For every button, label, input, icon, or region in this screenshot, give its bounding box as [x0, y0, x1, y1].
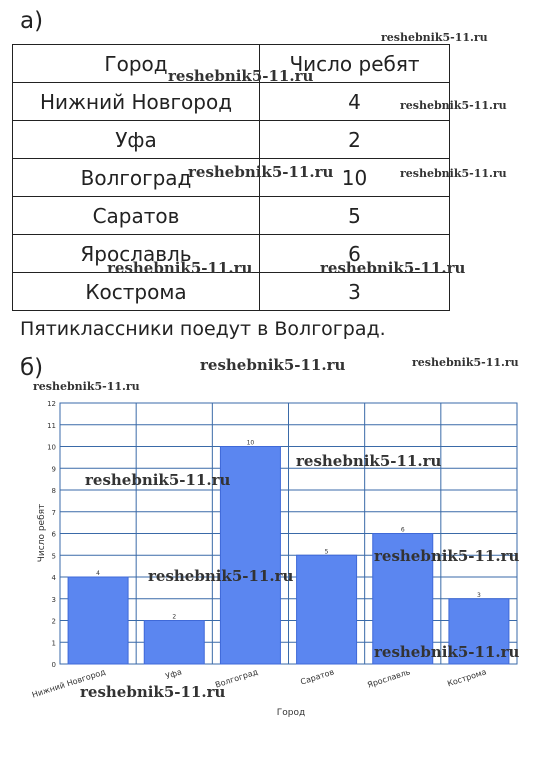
y-tick-label: 2 — [51, 617, 56, 626]
cell-count: 3 — [260, 273, 450, 311]
x-tick-label: Уфа — [164, 667, 183, 682]
cell-city: Саратов — [13, 197, 260, 235]
conclusion-text: Пятиклассники поедут в Волгоград. — [20, 318, 386, 340]
x-tick-label: Ярославль — [366, 667, 412, 690]
watermark: reshebnik5-11.ru — [400, 167, 507, 180]
data-label: 4 — [96, 570, 100, 577]
watermark: reshebnik5-11.ru — [33, 380, 140, 393]
header-city: Город — [13, 45, 260, 83]
cell-count: 6 — [260, 235, 450, 273]
bar — [144, 621, 204, 665]
cell-count: 4 — [260, 83, 450, 121]
watermark: reshebnik5-11.ru — [374, 643, 520, 661]
data-label: 2 — [172, 613, 177, 621]
x-tick-label: Волгоград — [214, 667, 260, 690]
y-tick-label: 6 — [51, 530, 56, 539]
table-row — [13, 83, 450, 121]
y-tick-label: 10 — [47, 443, 56, 452]
watermark: reshebnik5-11.ru — [200, 356, 346, 374]
x-axis-title: Город — [276, 708, 306, 718]
watermark: reshebnik5-11.ru — [374, 547, 520, 565]
watermark: reshebnik5-11.ru — [80, 683, 226, 701]
part-a-label: а) — [20, 8, 44, 34]
cell-city: Ярославль — [13, 235, 260, 273]
cell-count: 10 — [260, 159, 450, 197]
cell-city: Кострома — [13, 273, 260, 311]
watermark: reshebnik5-11.ru — [400, 99, 507, 112]
y-tick-label: 9 — [51, 465, 56, 474]
y-tick-label: 5 — [51, 552, 56, 561]
cell-city: Волгоград — [13, 159, 260, 197]
x-tick-label: Кострома — [446, 667, 488, 689]
watermark: reshebnik5-11.ru — [188, 163, 334, 181]
y-tick-label: 8 — [51, 487, 56, 495]
watermark: reshebnik5-11.ru — [168, 67, 314, 85]
watermark: reshebnik5-11.ru — [148, 567, 294, 585]
x-tick-label: Саратов — [299, 667, 336, 687]
y-axis-title: Число ребят — [37, 503, 47, 563]
cell-count: 2 — [260, 121, 450, 159]
watermark: reshebnik5-11.ru — [296, 452, 442, 470]
watermark: reshebnik5-11.ru — [107, 259, 253, 277]
data-label: 10 — [246, 439, 255, 447]
cell-city: Уфа — [13, 121, 260, 159]
bar — [68, 577, 128, 664]
watermark: reshebnik5-11.ru — [85, 471, 231, 489]
y-tick-label: 1 — [51, 639, 56, 648]
watermark: reshebnik5-11.ru — [381, 31, 488, 44]
data-label: 3 — [477, 591, 481, 599]
data-label: 6 — [400, 526, 405, 534]
y-tick-label: 7 — [51, 508, 56, 517]
part-b-label: б) — [20, 355, 44, 381]
watermark: reshebnik5-11.ru — [412, 356, 519, 369]
table-row — [13, 121, 450, 159]
y-tick-label: 3 — [51, 595, 56, 604]
cell-count: 5 — [260, 197, 450, 235]
cell-city: Нижний Новгород — [13, 83, 260, 121]
y-tick-label: 4 — [51, 574, 56, 582]
header-count: Число ребят — [260, 45, 450, 83]
y-tick-label: 0 — [51, 661, 56, 669]
table-row — [13, 273, 450, 311]
watermark: reshebnik5-11.ru — [320, 259, 466, 277]
bar — [297, 555, 357, 664]
data-label: 5 — [324, 548, 329, 556]
y-tick-label: 12 — [47, 400, 56, 408]
table-row — [13, 197, 450, 235]
y-tick-label: 11 — [47, 421, 56, 430]
x-tick-label: Нижний Новгород — [30, 667, 107, 700]
